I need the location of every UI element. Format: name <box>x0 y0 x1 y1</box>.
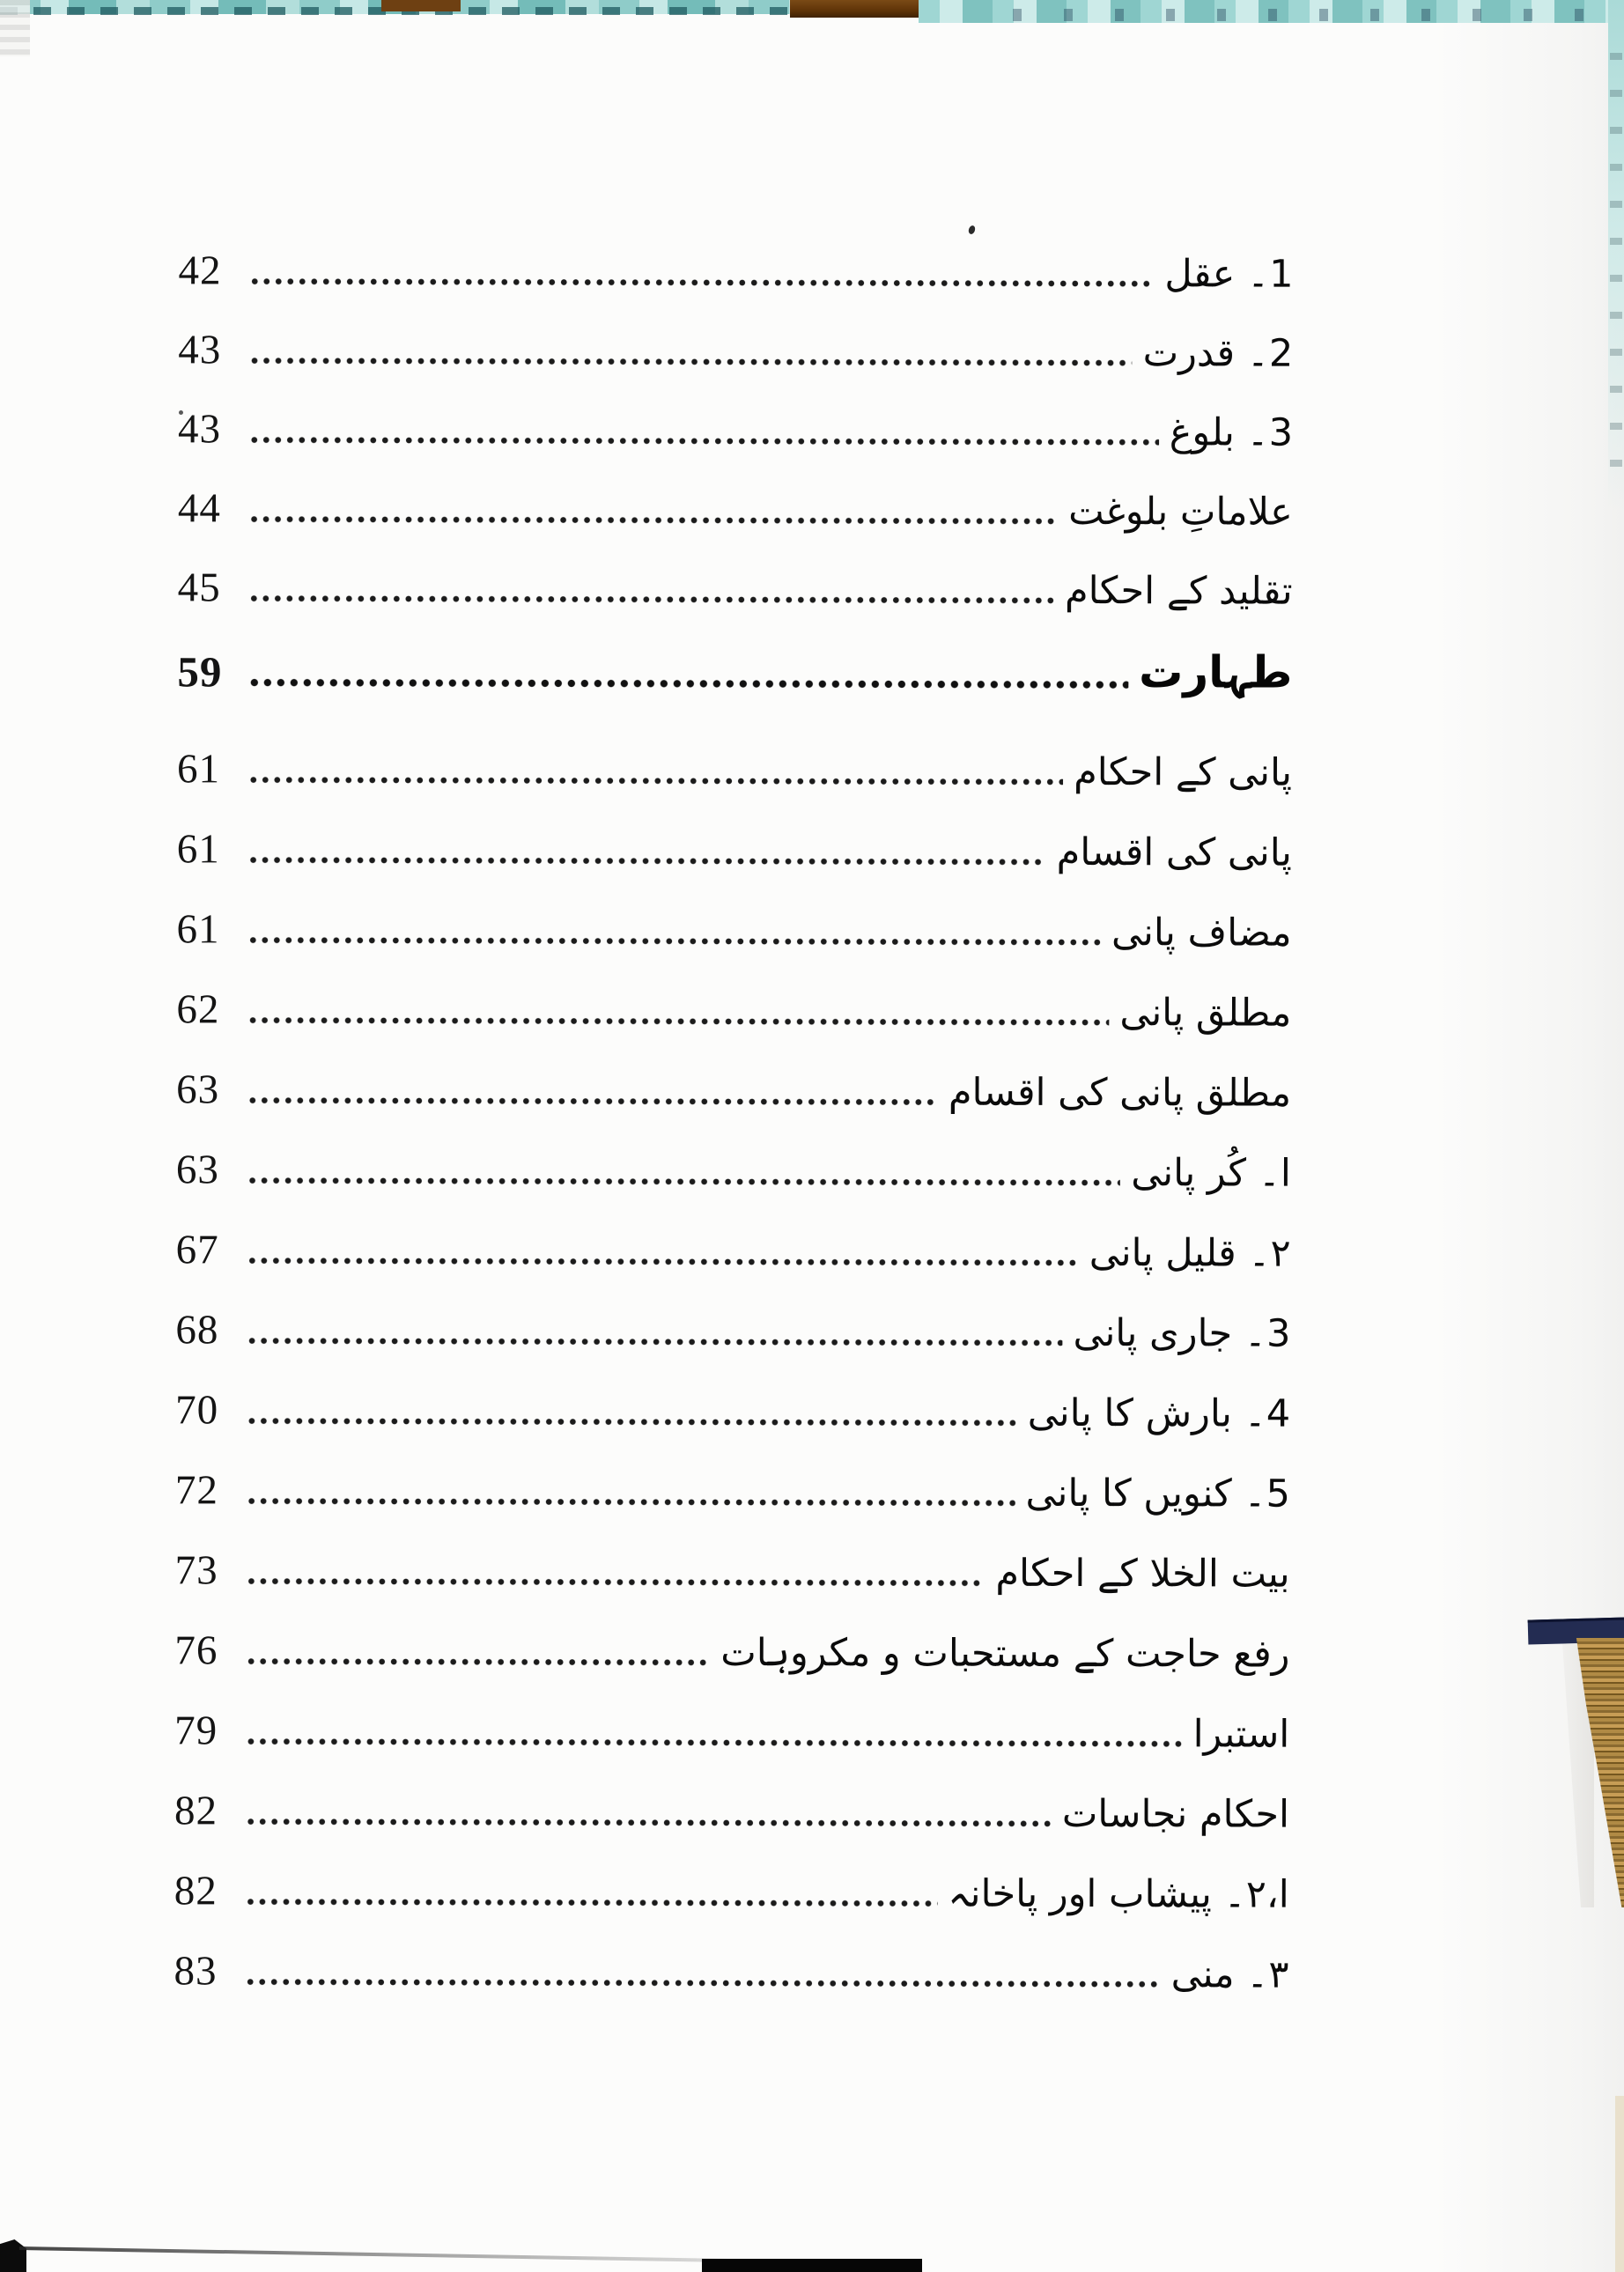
entry-title: مطلق پانی <box>1119 990 1292 1036</box>
entry-title: 4۔ بارش کا پانی <box>1027 1390 1291 1436</box>
page-number: 59 <box>177 647 223 697</box>
dotted-leader <box>249 277 1155 290</box>
ink-speck <box>968 225 977 235</box>
entry-title: 1۔ عقل <box>1164 251 1294 297</box>
dotted-leader <box>245 1817 1052 1829</box>
page-number: 68 <box>175 1307 219 1354</box>
entry-title: پانی کے احکام <box>1074 749 1293 795</box>
entry-title: 3۔ جاری پانی <box>1073 1310 1291 1356</box>
dotted-leader <box>245 1897 938 1909</box>
toc-row <box>177 899 1292 955</box>
toc-row <box>178 240 1293 296</box>
entry-title: استبرا <box>1192 1711 1290 1757</box>
entry-title: بیت الخلا کے احکام <box>995 1551 1290 1597</box>
toc-row <box>177 739 1292 794</box>
toc-row <box>176 1140 1291 1195</box>
scan-brown-patch-center <box>790 0 919 18</box>
page-number: 62 <box>176 986 220 1033</box>
scan-edge-right-speckles <box>1610 53 1622 476</box>
page-number: 76 <box>174 1627 218 1674</box>
page-number: 79 <box>174 1708 218 1754</box>
dotted-leader <box>244 1977 1160 1990</box>
toc-row <box>176 979 1291 1035</box>
toc-row <box>176 1220 1291 1275</box>
toc-row <box>175 1300 1290 1355</box>
toc-row <box>178 557 1293 613</box>
dotted-leader <box>246 1416 1017 1428</box>
page-number: 61 <box>177 746 221 793</box>
entry-title: ا،۲۔ پیشاب اور پاخانہ <box>948 1871 1289 1917</box>
entry-title: مضاف پانی <box>1111 910 1292 955</box>
dotted-leader <box>248 356 1132 369</box>
page-number: 70 <box>175 1387 219 1434</box>
entry-title: 5۔ کنویں کا پانی <box>1025 1471 1290 1516</box>
entry-title: علاماتِ بلوغت <box>1068 489 1293 535</box>
toc-row <box>178 320 1293 375</box>
entry-title: ۳۔ منی <box>1170 1951 1289 1997</box>
page-number: 82 <box>173 1868 218 1914</box>
toc-row <box>173 1941 1288 1996</box>
page-number: 42 <box>178 247 222 294</box>
dotted-leader <box>247 855 1046 867</box>
scan-black-bar <box>702 2259 922 2272</box>
toc-row <box>174 1620 1289 1676</box>
dotted-leader <box>246 1336 1062 1348</box>
scan-edge-top-speckles <box>1013 9 1620 21</box>
dotted-leader <box>246 1496 1015 1509</box>
entry-title: ا۔ کُر پانی <box>1131 1150 1291 1196</box>
toc-row <box>175 1540 1290 1596</box>
page-number: 44 <box>177 485 221 532</box>
dotted-leader <box>247 1095 938 1108</box>
page-number: 67 <box>175 1227 219 1273</box>
page-number: 43 <box>178 327 222 373</box>
toc-row <box>177 819 1292 874</box>
entry-title: احکام نجاسات <box>1061 1791 1290 1837</box>
page-number: 63 <box>175 1147 219 1193</box>
entry-title: مطلق پانی کی اقسام <box>948 1070 1292 1116</box>
toc-row <box>174 1861 1289 1916</box>
dotted-leader <box>248 514 1058 527</box>
entry-title: پانی کی اقسام <box>1056 830 1292 875</box>
page-number: 63 <box>176 1066 220 1113</box>
toc-row <box>176 1059 1291 1115</box>
scan-brown-patch-left <box>381 0 461 11</box>
scan-edge-beige-sliver <box>1615 2096 1624 2272</box>
dotted-leader <box>248 594 1055 606</box>
toc-row <box>174 1700 1289 1756</box>
dotted-leader <box>246 1576 985 1589</box>
page-number: 72 <box>174 1467 219 1514</box>
scan-shading-right <box>1430 0 1624 2272</box>
toc-row <box>178 399 1293 454</box>
dotted-leader <box>247 1256 1079 1268</box>
dotted-leader <box>245 1656 710 1668</box>
table-of-contents <box>173 240 1293 2024</box>
dotted-leader <box>245 1737 1182 1750</box>
entry-title: تقلید کے احکام <box>1065 568 1293 614</box>
page-number: 83 <box>173 1948 218 1995</box>
toc-row <box>174 1781 1289 1836</box>
dotted-leader <box>247 935 1101 948</box>
page-number: 45 <box>177 564 221 611</box>
entry-title: ۲۔ قلیل پانی <box>1089 1230 1291 1276</box>
scan-corner-lines <box>0 0 30 56</box>
dotted-leader <box>247 775 1063 787</box>
entry-title: 3۔ بلوغ <box>1169 409 1294 455</box>
toc-row <box>175 1460 1290 1516</box>
entry-title: طہارت <box>1139 645 1293 698</box>
dotted-leader <box>247 1015 1109 1029</box>
page-number: 73 <box>174 1547 218 1594</box>
page-number: 61 <box>176 906 220 953</box>
entry-title: رفع حاجت کے مستحبات و مکروہات <box>720 1630 1290 1677</box>
entry-title: 2۔ قدرت <box>1142 330 1294 376</box>
dotted-leader <box>247 677 1128 691</box>
page-number: 43 <box>178 406 222 453</box>
toc-row <box>178 478 1293 534</box>
toc-row <box>177 637 1292 697</box>
dotted-leader <box>248 435 1159 448</box>
page-number: 61 <box>176 826 220 873</box>
dotted-leader <box>247 1176 1120 1189</box>
page-number: 82 <box>173 1788 218 1834</box>
toc-row <box>175 1380 1290 1435</box>
scan-black-corner <box>0 2239 26 2272</box>
